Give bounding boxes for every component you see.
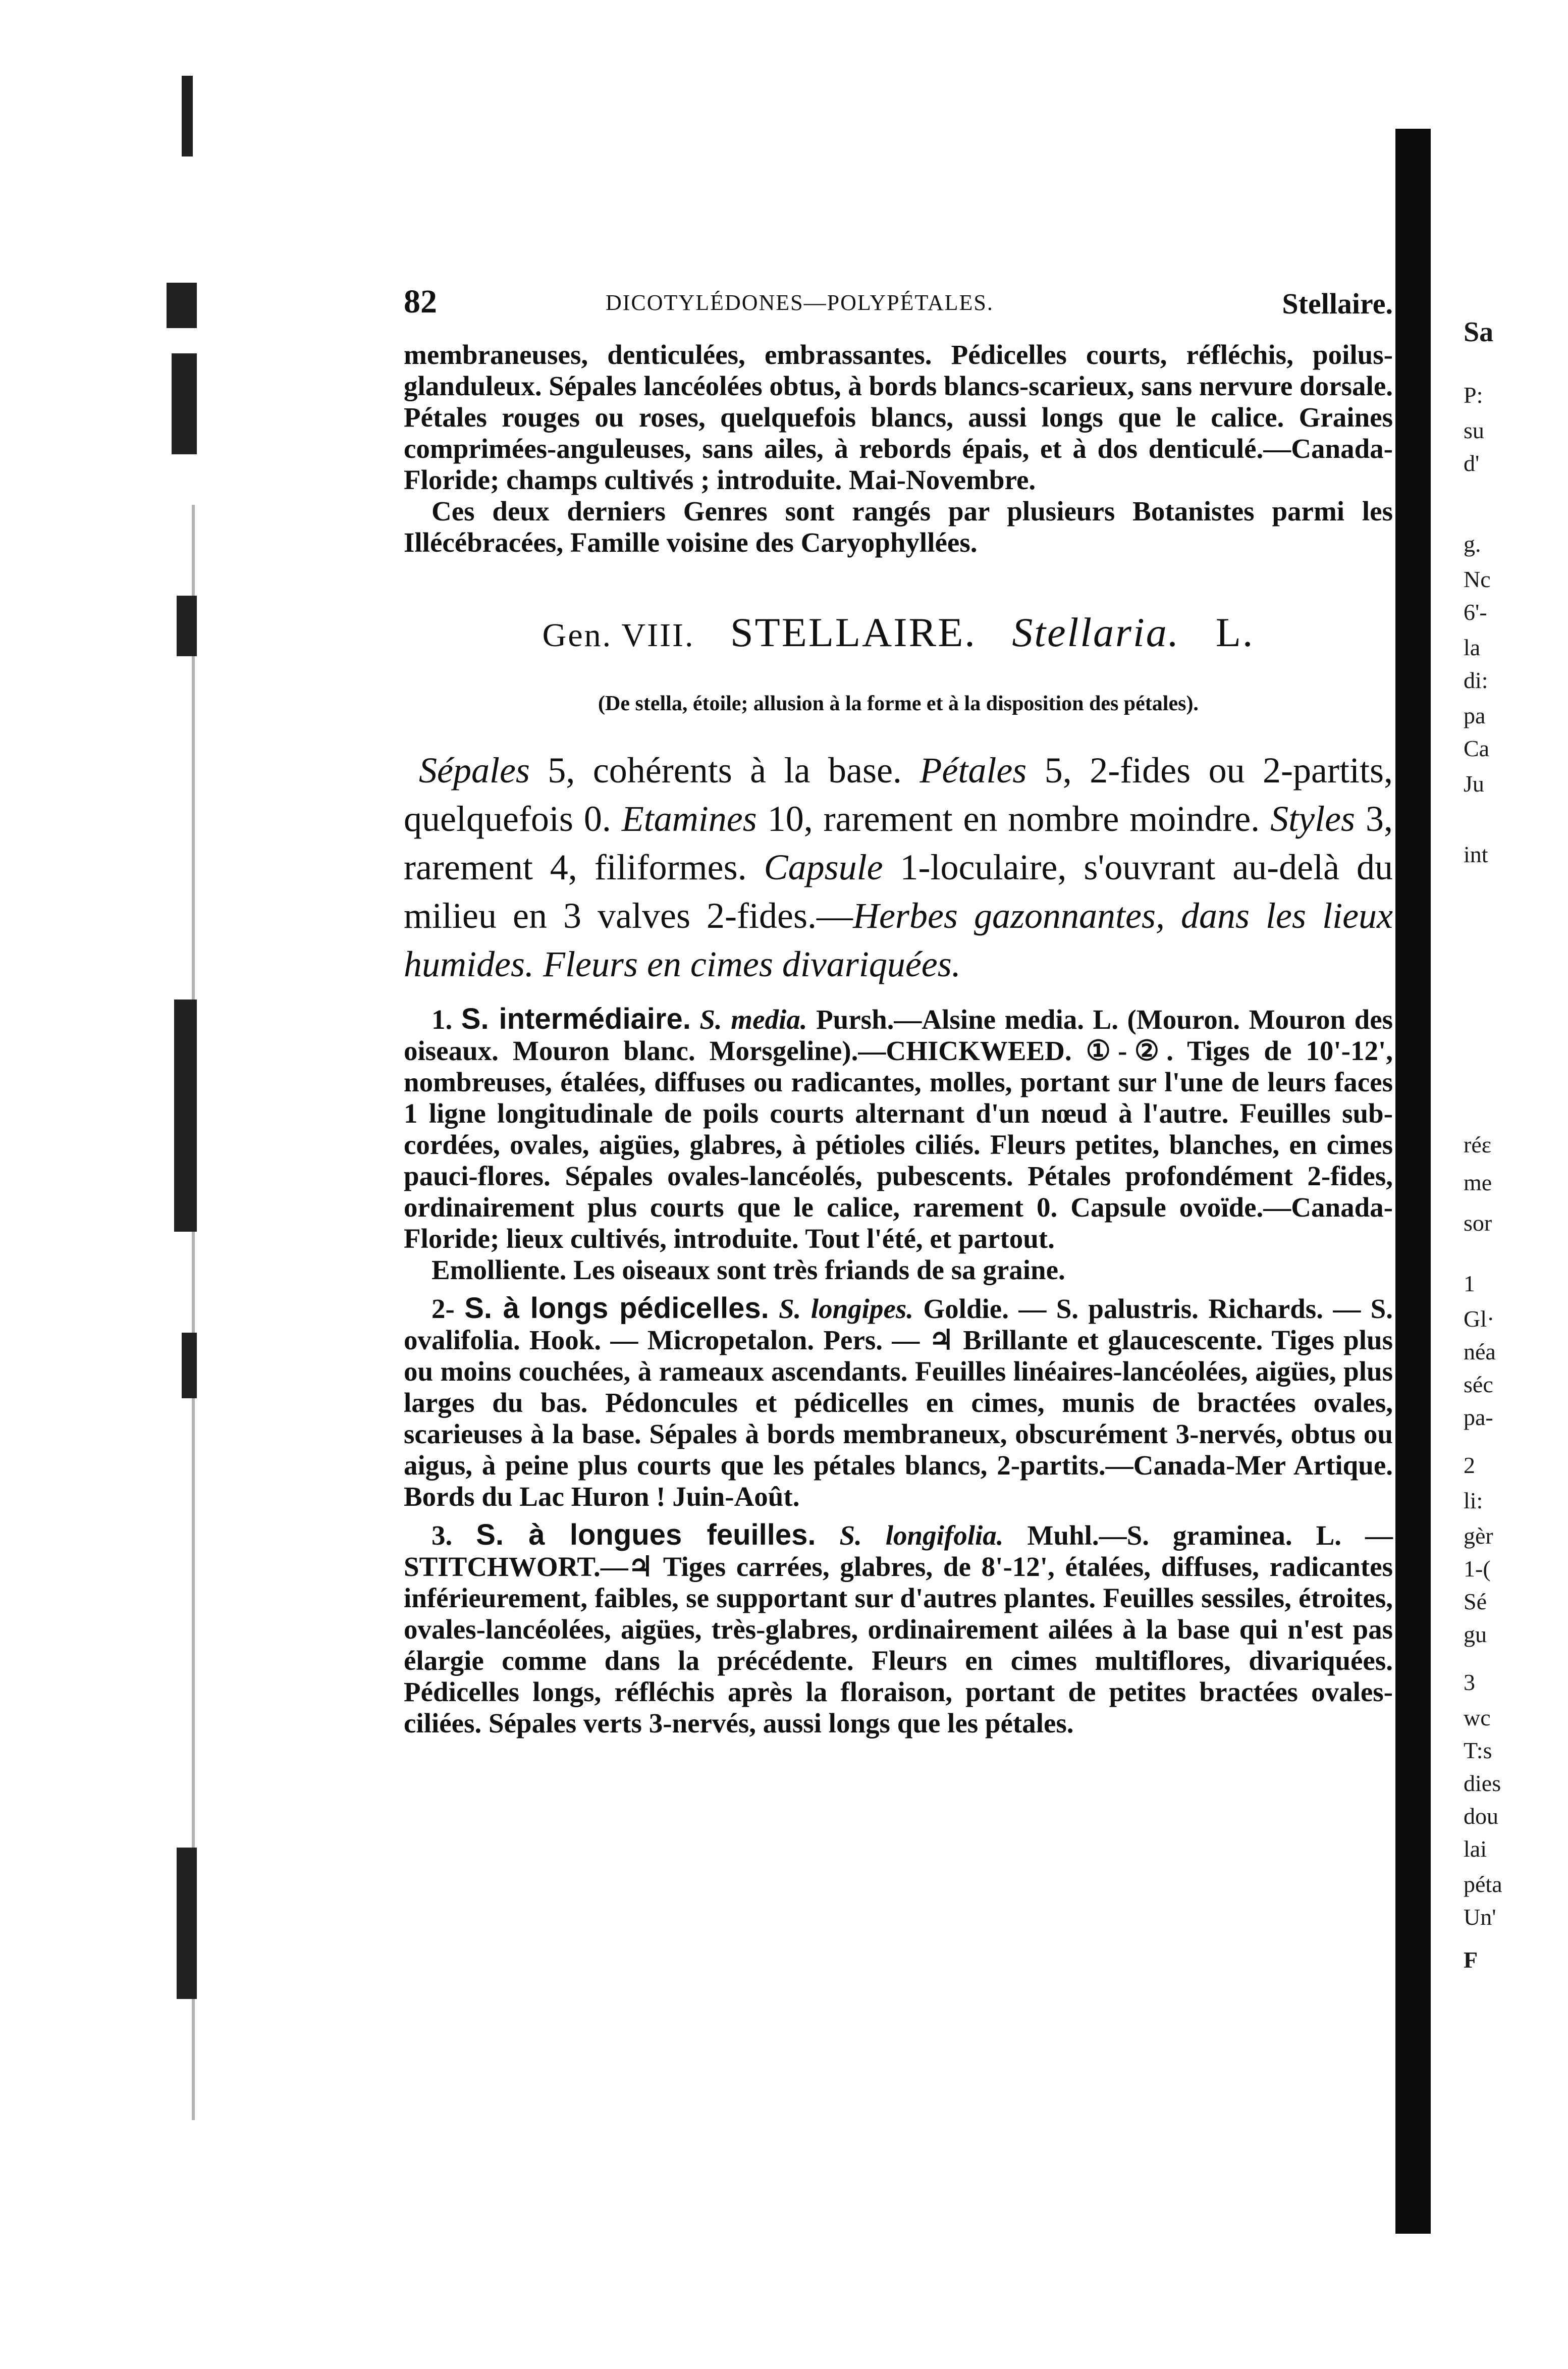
species-list: [404, 1004, 1393, 1739]
margin-fragment: Nc: [1464, 566, 1491, 592]
margin-fragment: lai: [1464, 1836, 1487, 1862]
genus-description: [404, 746, 1393, 988]
species-latin: S. longifolia.: [839, 1520, 1004, 1551]
margin-fragment: dou: [1464, 1803, 1498, 1829]
book-page: [404, 283, 1393, 1739]
margin-fragment: Ca: [1464, 735, 1490, 761]
species-text: Pursh.—Alsine media. L. (Mouron. Mouron des oiseaux. Mouron blanc. Morsgeline).—CHICKWEED. ①-②. Tiges de 10'-12', nombreuses, étalées, diffuses ou radicantes, molles, portant sur l'une de leurs faces 1 ligne longitudinale de poils courts alternant d'un nœud à l'autre. Feuilles sub-cordées, ovales, aigües, glabres, à pétioles ciliés. Fleurs petites, blanches, en cimes pauci-flores. Sépales ovales-lancéolés, pubescents. Pétales profondément 2-fides, ordinairement plus courts que le calice, rarement 0. Capsule ovoïde.—Canada-Floride; lieux cultivés, introduite. Tout l'été, et partout.: [404, 1004, 1393, 1254]
species-text: Goldie. — S. palustris. Richards. — S. ovalifolia. Hook. — Micropetalon. Pers. — ♃ Brillante et glaucescente. Tiges plus ou moins couchées, à rameaux ascendants. Feuilles linéaires-lancéolées, aigües, plus larges du bas. Pédoncules et pédicelles en cimes, munis de bractées ovales, scarieuses à la base. Sépales à bords membraneux, obscurément 3-nervés, obtus ou aigus, à peine plus courts que les pétales blancs, 2-partits.—Canada-Mer Artique. Bords du Lac Huron ! Juin-Août.: [404, 1293, 1393, 1512]
petales-label: Pétales: [920, 750, 1027, 791]
margin-fragment: F: [1464, 1947, 1478, 1973]
margin-fragment: Ju: [1464, 771, 1484, 797]
species-text: Muhl.—S. graminea. L. —STITCHWORT.—♃ Tiges carrées, glabres, de 8'-12', étalées, diffuses, radicantes inférieurement, faibles, se supportant sur d'autres plantes. Feuilles sessiles, étroites, ovales-lancéolées, aigües, très-glabres, ordinairement ailées à la base qui n'est pas élargie comme dans la précédente. Fleurs en cimes multiflores, divariquées. Pédicelles longs, réfléchis après la floraison, portant de petites bractées ovales-ciliées. Sépales verts 3-nervés, aussi longs que les pétales.: [404, 1520, 1393, 1739]
species-name: S. intermédiaire.: [461, 1003, 691, 1035]
margin-fragment: pa: [1464, 703, 1486, 728]
page-number: 82: [404, 283, 437, 320]
species-number: 3.: [431, 1520, 453, 1551]
scan-gutter-shadow: [1395, 129, 1431, 2234]
margin-fragment: pa-: [1464, 1404, 1493, 1430]
margin-fragment: réε: [1464, 1132, 1492, 1157]
species-latin: S. longipes.: [779, 1293, 914, 1324]
margin-fragment: péta: [1464, 1871, 1502, 1897]
margin-fragment: Un': [1464, 1904, 1496, 1930]
sepales-text: 5, cohérents à la base.: [529, 750, 920, 791]
margin-fragment: g.: [1464, 531, 1481, 557]
margin-fragment: P:: [1464, 382, 1483, 408]
species-latin: S. media.: [699, 1004, 807, 1035]
species-number: 2-: [431, 1293, 455, 1324]
margin-fragment: gu: [1464, 1621, 1487, 1647]
species-note: Emolliente. Les oiseaux sont très friands de sa graine.: [431, 1254, 1065, 1285]
margin-fragment: 1: [1464, 1271, 1475, 1296]
genus-name: STELLAIRE.: [730, 609, 977, 655]
margin-fragment: 1-(: [1464, 1556, 1491, 1582]
running-head: DICOTYLÉDONES—POLYPÉTALES.: [606, 290, 994, 315]
margin-fragment: la: [1464, 635, 1481, 660]
margin-fragment: 3: [1464, 1669, 1475, 1695]
genus-prefix: Gen. VIII.: [542, 617, 695, 654]
margin-fragment: 6'-: [1464, 599, 1487, 625]
species-name: S. à longues feuilles.: [476, 1518, 816, 1551]
styles-text: 3, rarement 4, filiformes.: [404, 799, 1393, 887]
species-entry: [404, 1004, 1393, 1254]
margin-fragment: néa: [1464, 1339, 1496, 1364]
margin-fragment: séc: [1464, 1372, 1493, 1397]
capsule-text: 1-loculaire, s'ouvrant au-delà du milieu en 3 valves 2-fides.—: [404, 847, 1393, 936]
intro-note: Ces deux derniers Genres sont rangés par plusieurs Botanistes parmi les Illécébracées, Famille voisine des Caryophyllées.: [404, 496, 1393, 558]
margin-fragment: Gl·: [1464, 1306, 1495, 1332]
margin-fragment: sor: [1464, 1210, 1492, 1236]
habit-text: Herbes gazonnantes, dans les lieux humides. Fleurs en cimes divariquées.: [404, 896, 1393, 984]
margin-fragment: di:: [1464, 667, 1488, 693]
etymology: (De stella, étoile; allusion à la forme et à la disposition des pétales).: [598, 692, 1199, 715]
margin-fragment: 2: [1464, 1452, 1475, 1478]
etamines-label: Etamines: [621, 799, 757, 839]
page-header: [404, 283, 1393, 323]
margin-fragment: me: [1464, 1170, 1492, 1195]
capsule-label: Capsule: [764, 847, 883, 887]
petales-text: 5, 2-fides ou 2-partits, quelquefois 0.: [404, 750, 1393, 839]
sepales-label: Sépales: [419, 750, 530, 791]
margin-fragment: int: [1464, 841, 1488, 867]
scan-left-edge: [0, 0, 212, 2369]
intro-paragraph: membraneuses, denticulées, embrassantes. Pédicelles courts, réfléchis, poilus-glanduleux. Sépales lancéolées obtus, à bords blancs-scarieux, sans nervure dorsale. Pétales rouges ou roses, quelquefois blancs, aussi longs que le calice. Graines comprimées-anguleuses, sans ailes, à rebords épais, et à dos denticulé.—Canada-Floride; champs cultivés ; introduite. Mai-Novembre.: [404, 339, 1393, 495]
margin-fragment: wc: [1464, 1705, 1491, 1730]
genus-heading: [404, 609, 1393, 656]
margin-fragment: T:s: [1464, 1738, 1492, 1763]
species-entry: [404, 1293, 1393, 1512]
margin-fragment: gèr: [1464, 1523, 1493, 1549]
margin-fragment: su: [1464, 417, 1484, 443]
genus-latin: Stellaria.: [1012, 609, 1180, 655]
styles-label: Styles: [1270, 799, 1356, 839]
intro-section: [404, 339, 1393, 558]
species-number: 1.: [431, 1004, 453, 1035]
genus-author: L.: [1215, 609, 1255, 655]
margin-fragment: Sa: [1464, 317, 1494, 348]
running-title: Stellaire.: [1282, 287, 1393, 320]
species-name: S. à longs pédicelles.: [464, 1292, 769, 1325]
etamines-text: 10, rarement en nombre moindre.: [756, 799, 1271, 839]
species-entry: [404, 1519, 1393, 1739]
margin-fragment: li:: [1464, 1488, 1483, 1513]
margin-fragment: Sé: [1464, 1589, 1487, 1614]
margin-fragment: dies: [1464, 1770, 1501, 1796]
margin-fragment: d': [1464, 450, 1480, 476]
